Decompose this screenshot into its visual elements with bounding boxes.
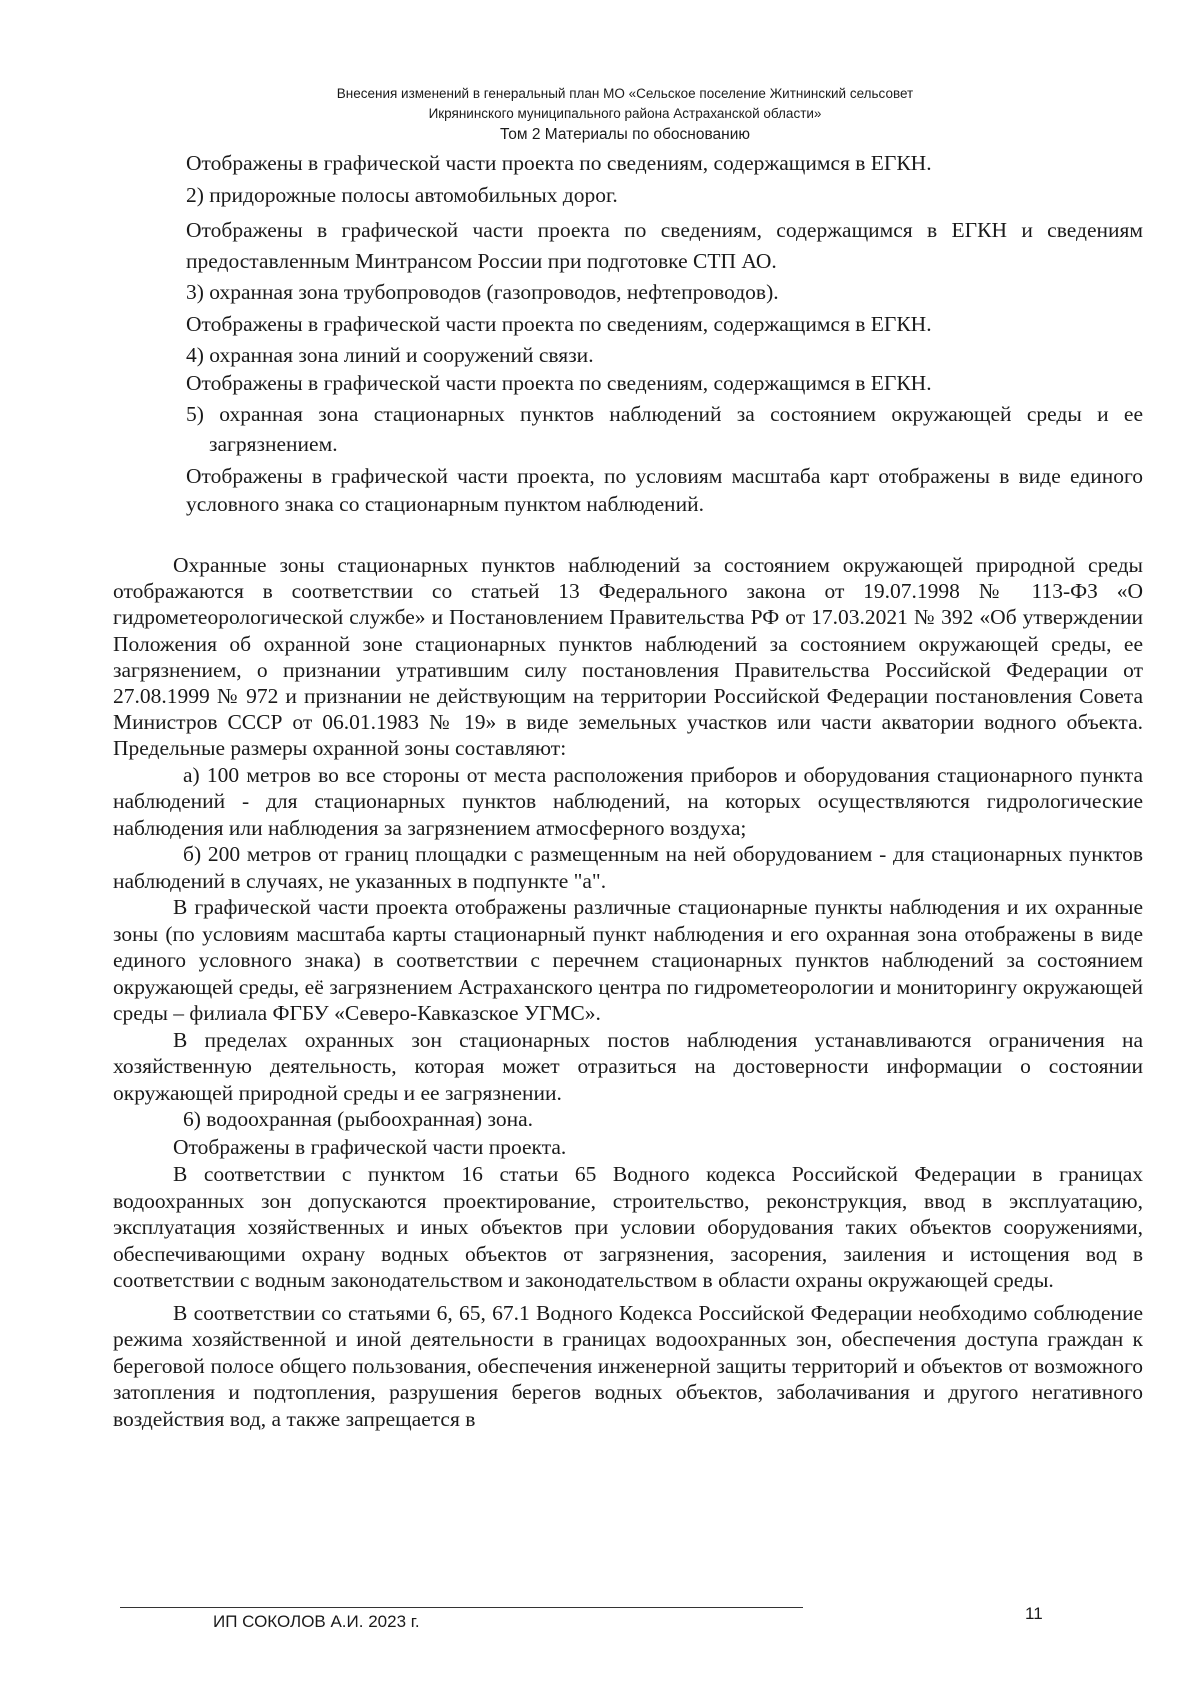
paragraph: б) 200 метров от границ площадки с размещенным на ней оборудованием - для стационарных пунктов наблюдений в случаях, не указанных в подпункте "а". — [113, 842, 1143, 893]
paragraph: Отображены в графической части проекта по сведениям, содержащимся в ЕГКН и сведениям предоставленным Минтрансом России при подготовке СТП АО. — [186, 218, 1143, 273]
list-item: 5) охранная зона стационарных пунктов наблюдений за состоянием окружающей среды и ее загрязнением. — [186, 402, 1143, 456]
footer-divider — [120, 1607, 803, 1608]
paragraph: В пределах охранных зон стационарных постов наблюдения устанавливаются ограничения на хозяйственную деятельность, которая может отразиться на достоверности информации о состоянии окружающей природной среды и ее загрязнении. — [113, 1027, 1143, 1105]
paragraph: В графической части проекта отображены различные стационарные пункты наблюдения и их охранные зоны (по условиям масштаба карты стационарный пункт наблюдения и его охранная зона отображены в виде единого условного знака) в соответствии с перечнем стационарных пунктов наблюдений за состоянием окружающей среды, её загрязнением Астраханского центра по гидрометеорологии и мониторингу окружающей среды – филиала ФГБУ «Северо-Кавказское УГМС». — [113, 895, 1143, 1026]
list-item: 6) водоохранная (рыбоохранная) зона. — [183, 1107, 534, 1132]
paragraph: В соответствии с пунктом 16 статьи 65 Водного кодекса Российской Федерации в границах водоохранных зон допускаются проектирование, строительство, реконструкция, ввод в эксплуатацию, эксплуатация хозяйственных и иных объектов при условии оборудования таких объектов сооружениями, обеспечивающими охрану водных объектов от загрязнения, засорения, заиления и истощения вод в соответствии с водным законодательством и законодательством в области охраны окружающей среды. — [113, 1162, 1143, 1293]
document-body — [113, 150, 1143, 1432]
page-number: 11 — [1025, 1604, 1043, 1623]
paragraph: Отображены в графической части проекта по сведениям, содержащимся в ЕГКН. — [186, 151, 932, 175]
paragraph: Отображены в графической части проекта по сведениям, содержащимся в ЕГКН. — [186, 311, 932, 336]
paragraph-spacer — [113, 518, 1143, 552]
header-line-2: Икрянинского муниципального района Астраханской области» — [428, 106, 822, 121]
footer-author: ИП СОКОЛОВ А.И. 2023 г. — [213, 1612, 420, 1631]
list-item: 3) охранная зона трубопроводов (газопроводов, нефтепроводов). — [186, 280, 779, 304]
list-item: 4) охранная зона линий и сооружений связи. — [186, 343, 594, 367]
paragraph: Отображены в графической части проекта, по условиям масштаба карт отображены в виде единого условного знака со стационарным пунктом наблюдений. — [186, 464, 1143, 516]
paragraph: В соответствии со статьями 6, 65, 67.1 Водного Кодекса Российской Федерации необходимо соблюдение режима хозяйственной и иной деятельности в границах водоохранных зон, обеспечения доступа граждан к береговой полосе общего пользования, обеспечения инженерной защиты территорий и объектов от возможного затопления и подтопления, разрушения берегов водных объектов, заболачивания и другого негативного воздействия вод, а также запрещается в — [113, 1300, 1143, 1431]
paragraph: Отображены в графической части проекта. — [173, 1134, 567, 1159]
paragraph: Охранные зоны стационарных пунктов наблюдений за состоянием окружающей природной среды отображаются в соответствии со статьей 13 Федерального закона от 19.07.1998 № 113-ФЗ «О гидрометеорологической службе» и Постановлением Правительства РФ от 17.03.2021 № 392 «Об утверждении Положения об охранной зоне стационарных пунктов наблюдений за состоянием окружающей среды, ее загрязнением, о признании утратившим силу постановления Правительства Российской Федерации от 27.08.1999 № 972 и признании не действующим на территории Российской Федерации постановления Совета Министров СССР от 06.01.1983 № 19» в виде земельных участков или части акватории водного объекта. Предельные размеры охранной зоны составляют: — [113, 553, 1143, 761]
paragraph: а) 100 метров во все стороны от места расположения приборов и оборудования стационарного пункта наблюдений - для стационарных пунктов наблюдений, на которых осуществляются гидрологические наблюдения или наблюдения за загрязнением атмосферного воздуха; — [113, 762, 1143, 840]
header-line-1: Внесения изменений в генеральный план МО «Сельское поселение Житнинский сельсовет — [336, 86, 914, 101]
paragraph: Отображены в графической части проекта по сведениям, содержащимся в ЕГКН. — [186, 370, 932, 395]
page-header — [0, 84, 1200, 146]
header-volume-title: Том 2 Материалы по обоснованию — [500, 126, 750, 143]
list-item: 2) придорожные полосы автомобильных дорог. — [186, 182, 618, 207]
